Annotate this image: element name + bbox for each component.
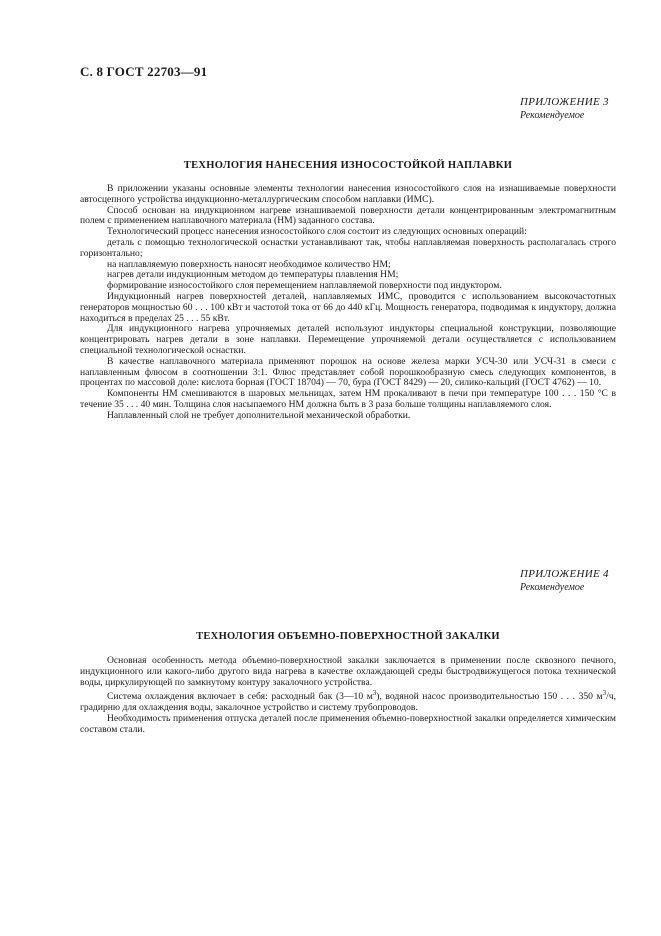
paragraph-cooling-system [80, 688, 616, 714]
list-item: деталь с помощью технологической оснастки устанавливают так, чтобы наплавляемая поверхность располагалась строго горизонтально; [80, 236, 616, 259]
paragraph: Компоненты НМ смешиваются в шаровых мельницах, затем НМ прокаливают в печи при температуре 100 . . . 150 °С в течение 35 . . . 40 мин. Толщина слоя насыпаемого НМ должна быть в 3 раза больше толщины наплавляемого слоя. [80, 388, 616, 410]
paragraph: Индукционный нагрев поверхностей деталей, наплавляемых ИМС, проводится с использованием высокочастотных генераторов мощностью 60 . . . 100 кВт и частотой тока от 66 до 440 кГц. Мощность генератора, подводимая к индуктору, должна находиться в пределах 25 . . . 55 кВт. [80, 290, 616, 324]
paragraph: Для индукционного нагрева упрочняемых деталей используют индукторы специальной конструкции, позволяющие концентрировать нагрев детали в зоне наплавки. Перемещение упрочняемой детали осуществляется с использованием специальной технологической оснастки. [80, 323, 616, 356]
appendix-3-body [80, 184, 616, 422]
paragraph: В приложении указаны основные элементы технологии нанесения износостойкого слоя на изнашиваемые поверхности автосцепного устройства индукционно-металлургическим способом наплавки (ИМС). [80, 183, 616, 205]
paragraph: Необходимость применения отпуска деталей после применения объемно-поверхностной закалки определяется химическим составом стали. [80, 713, 616, 735]
paragraph: В качестве наплавочного материала применяют порошок на основе железа марки УСЧ-30 или УСЧ-31 в смеси с наплавленным флюсом в соотношении 3:1. Флюс представляет собой порошкообразную смесь следующих компонентов, в процентах по массовой доле: кислота борная (ГОСТ 18704) — 70, бура (ГОСТ 8429) — 20, силико-кальций (ГОСТ 4762) — 10. [80, 355, 616, 389]
text-fragment: Система охлаждения включает в себя: расходный бак (3—10 м [107, 691, 373, 703]
paragraph: Основная особенность метода объемно-поверхностной закалки заключается в применении после сквозного печного, индукционного или какого-либо другого вида нагрева в качестве охлаждающей среды быстродвижущегося потока технической воды, циркулирующей по замкнутому контуру закалочного устройства. [80, 655, 616, 688]
paragraph: Наплавленный слой не требует дополнительной механической обработки. [107, 409, 411, 421]
paragraph: Технологический процесс нанесения износостойкого слоя состоит из следующих основных операций: [107, 226, 527, 238]
text-fragment: /ч, градирню для охлаждения воды, закалочное устройство и систему трубопроводов. [80, 691, 616, 714]
section-heading: ТЕХНОЛОГИЯ НАНЕСЕНИЯ ИЗНОСОСТОЙКОЙ НАПЛАВКИ [183, 160, 513, 171]
superscript: 3 [602, 689, 607, 698]
list-item: на наплавляемую поверхность наносят необходимое количество НМ; [107, 258, 391, 270]
appendix-4-body [80, 656, 616, 736]
list-item: нагрев детали индукционным методом до температуры плавления НМ; [107, 269, 399, 281]
appendix-subtitle: Рекомендуемое [520, 110, 585, 121]
text-fragment: ), водяной насос производительностью 150 . . . 350 м [376, 691, 603, 703]
appendix-3-label [520, 96, 609, 122]
superscript: 3 [372, 689, 377, 698]
appendix-subtitle: Рекомендуемое [520, 582, 585, 593]
appendix-title: ПРИЛОЖЕНИЕ 4 [520, 568, 609, 580]
list-item: формирование износостойкого слоя перемещением наплавляемой поверхности под индуктором. [107, 280, 502, 292]
section-heading: ТЕХНОЛОГИЯ ОБЪЕМНО-ПОВЕРХНОСТНОЙ ЗАКАЛКИ [196, 631, 500, 642]
appendix-4-label [520, 568, 609, 594]
paragraph: Способ основан на индукционном нагреве изнашиваемой поверхности детали концентрированным электромагнитным полем с применением наплавочного материала (НМ) заданного состава. [80, 204, 616, 227]
page-header: С. 8 ГОСТ 22703—91 [80, 64, 208, 79]
appendix-title: ПРИЛОЖЕНИЕ 3 [520, 96, 609, 108]
